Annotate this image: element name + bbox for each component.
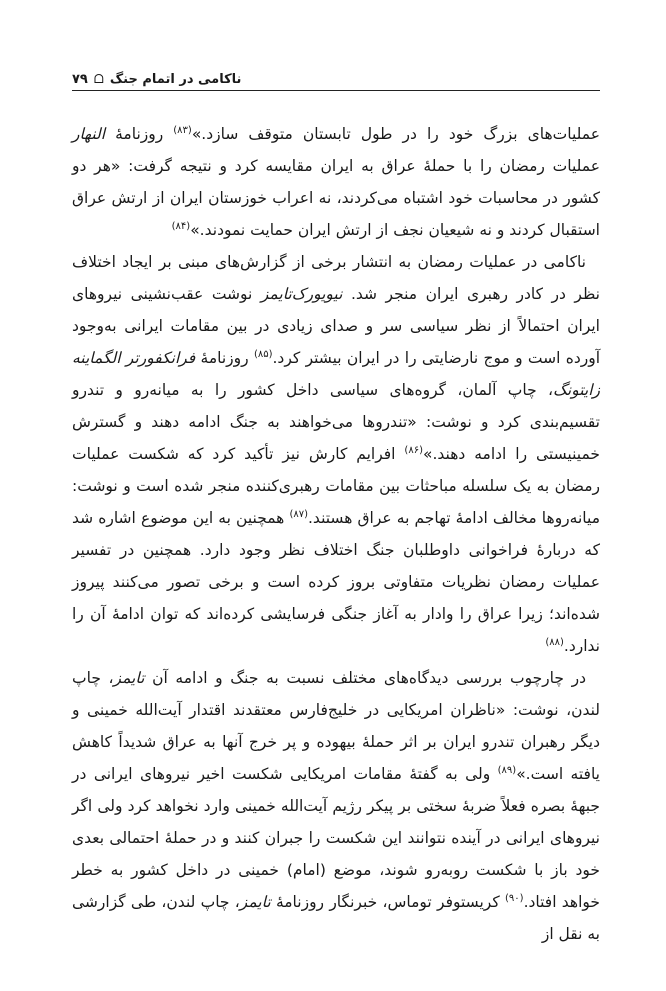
text-run: ناکامی در عملیات رمضان به انتشار برخی از گزارش‌های مبنی بر ایجاد اختلاف نظر در کادر رهبری ایران منجر شد. bbox=[72, 253, 600, 303]
publication-name: نیویورک‌تایمز bbox=[260, 285, 343, 303]
footnote-ref: (۸۸) bbox=[545, 636, 564, 648]
text-run: ولی به گفتهٔ مقامات امریکایی شکست اخیر نیروهای ایرانی در جبههٔ بصره فعلاً ضربهٔ سختی بر پیکر رژیم آیت‌الله خمینی وارد نخواهد کرد ولی اگر نیروهای ایرانی در آینده نتوانند این شکست را جبران کنند و در حملهٔ احتمالی بعدی خود باز با شکست روبه‌رو شوند، موضع (امام) خمینی در داخل کشور به خطر خواهد افتاد. bbox=[72, 765, 600, 911]
text-run: روزنامهٔ bbox=[195, 349, 254, 367]
text-run: همچنین به این موضوع اشاره شد که دربارهٔ فراخوانی داوطلبان جنگ اختلاف نظر وجود دارد. همچنین در تفسیر عملیات رمضان نظریات متفاوتی بروز کرده است و برخی تصور می‌کنند پیروز شده‌اند؛ زیرا عراق را وادار به آغاز جنگی فرسایشی کرده‌اند که توان ادامهٔ آن را ندارد. bbox=[72, 509, 600, 655]
paragraph bbox=[72, 246, 600, 662]
page-number: ۷۹ bbox=[72, 71, 88, 87]
publication-name: تایمز bbox=[113, 669, 145, 687]
separator-ornament-icon: ᗝ bbox=[93, 71, 104, 86]
footnote-ref: (۸۳) bbox=[173, 124, 192, 136]
footnote-ref: (۹۰) bbox=[505, 892, 524, 904]
body-text bbox=[72, 118, 600, 950]
running-title: ناکامی در اتمام جنگ bbox=[109, 71, 242, 87]
text-run: افرایم کارش نیز تأکید کرد که شکست عملیات رمضان به یک سلسله مباحثات بین مقامات رهبری‌کننده منجر شده است و نوشت: میانه‌روها مخالف ادامهٔ تهاجم به عراق هستند. bbox=[72, 445, 600, 527]
paragraph bbox=[72, 662, 600, 950]
footnote-ref: (۸۹) bbox=[497, 764, 517, 776]
footnote-ref: (۸۶) bbox=[404, 444, 423, 456]
footnote-ref: (۸۷) bbox=[289, 508, 308, 520]
text-run: در چارچوب بررسی دیدگاه‌های مختلف نسبت به جنگ و ادامه آن bbox=[144, 669, 586, 687]
text-run: نوشت عقب‌نشینی نیروهای ایران احتمالاً از نظر سیاسی سر و صدای زیادی در بین مقامات ایرانی به‌وجود آورده است و موج نارضایتی را در ایران بیشتر کرد. bbox=[72, 285, 600, 367]
text-run: عملیات‌های بزرگ خود را در طول تابستان متوقف سازد.» bbox=[191, 125, 600, 143]
publication-name: فرانکفورتر الگماینه زایتونگ bbox=[72, 349, 600, 399]
text-run: ، چاپ لندن، نوشت: «ناظران امریکایی در خلیج‌فارس معتقدند اقتدار آیت‌الله خمینی و دیگر رهبران تندرو ایران بر اثر حملهٔ بیهوده و پر خرج آنها به عراق شدیداً کاهش یافته است.» bbox=[72, 669, 600, 783]
text-run: روزنامهٔ bbox=[105, 125, 174, 143]
text-run: ، چاپ لندن، طی گزارشی به نقل از bbox=[72, 893, 600, 943]
paragraph bbox=[72, 118, 600, 246]
footnote-ref: (۸۵) bbox=[253, 348, 273, 360]
text-run: ، چاپ آلمان، گروه‌های سیاسی داخل کشور را به میانه‌رو و تندرو تقسیم‌بندی کرد و نوشت: «تندروها می‌خواهند به جنگ ادامه دهند و گسترش خمینیستی را ادامه دهند.» bbox=[72, 381, 601, 463]
running-header bbox=[72, 68, 600, 91]
text-run: عملیات رمضان را با حملهٔ عراق به ایران مقایسه کرد و نتیجه گرفت: «هر دو کشور در محاسبات خود اشتباه می‌کردند، نه اعراب خوزستان ایران از ارتش عراق استقبال کردند و نه شیعیان نجف از ارتش ایران حمایت نمودند.» bbox=[72, 157, 600, 239]
text-run: کریستوفر توماس، خبرنگار روزنامهٔ bbox=[270, 893, 506, 911]
publication-name: النهار bbox=[72, 125, 106, 143]
footnote-ref: (۸۴) bbox=[171, 220, 191, 232]
publication-name: تایمز bbox=[239, 893, 271, 911]
